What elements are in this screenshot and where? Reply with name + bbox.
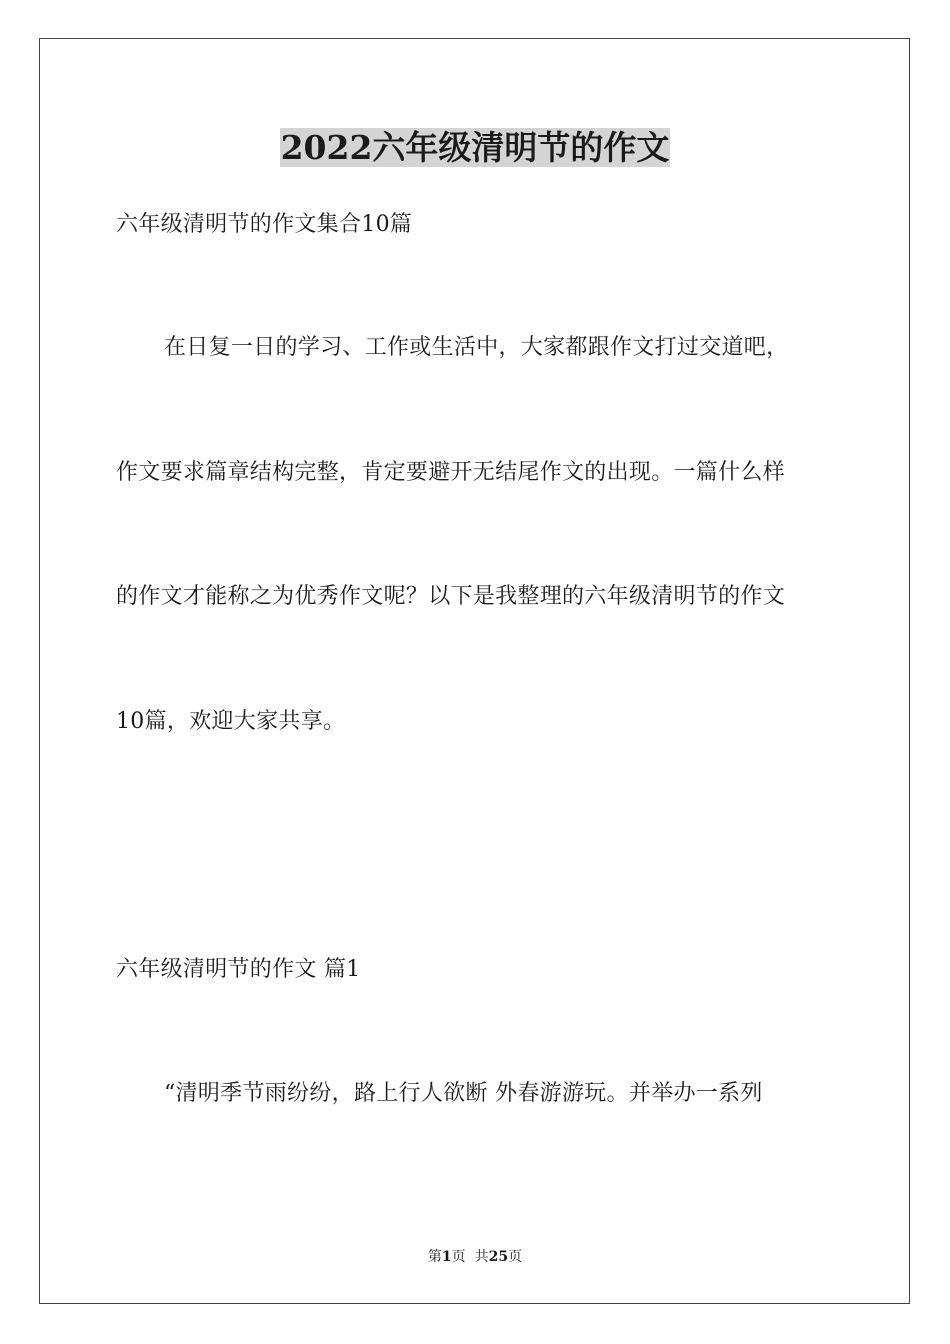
- document-title: [0, 126, 950, 170]
- footer-suffix: 页: [508, 1249, 523, 1265]
- intro-line-3: 的作文才能称之为优秀作文呢？以下是我整理的六年级清明节的作文: [116, 584, 786, 609]
- section-first-line: “清明季节雨纷纷，路上行人欲断 外春游游玩。并举办一系列: [164, 1081, 763, 1106]
- footer-total-pages: 25: [488, 1249, 509, 1265]
- document-title-text: 2022六年级清明节的作文: [280, 128, 670, 167]
- document-subtitle: 六年级清明节的作文集合10篇: [116, 212, 413, 237]
- intro-line-2: 作文要求篇章结构完整，肯定要避开无结尾作文的出现。一篇什么样: [116, 460, 786, 485]
- footer-prefix: 第: [427, 1249, 442, 1265]
- intro-line-1: 在日复一日的学习、工作或生活中，大家都跟作文打过交道吧，: [164, 335, 789, 360]
- page-footer: [0, 1247, 950, 1267]
- intro-line-4: 10篇，欢迎大家共享。: [116, 709, 346, 734]
- footer-current-page: 1: [441, 1249, 452, 1265]
- section-heading: 六年级清明节的作文 篇1: [116, 957, 361, 982]
- footer-mid: 页 共: [451, 1249, 489, 1265]
